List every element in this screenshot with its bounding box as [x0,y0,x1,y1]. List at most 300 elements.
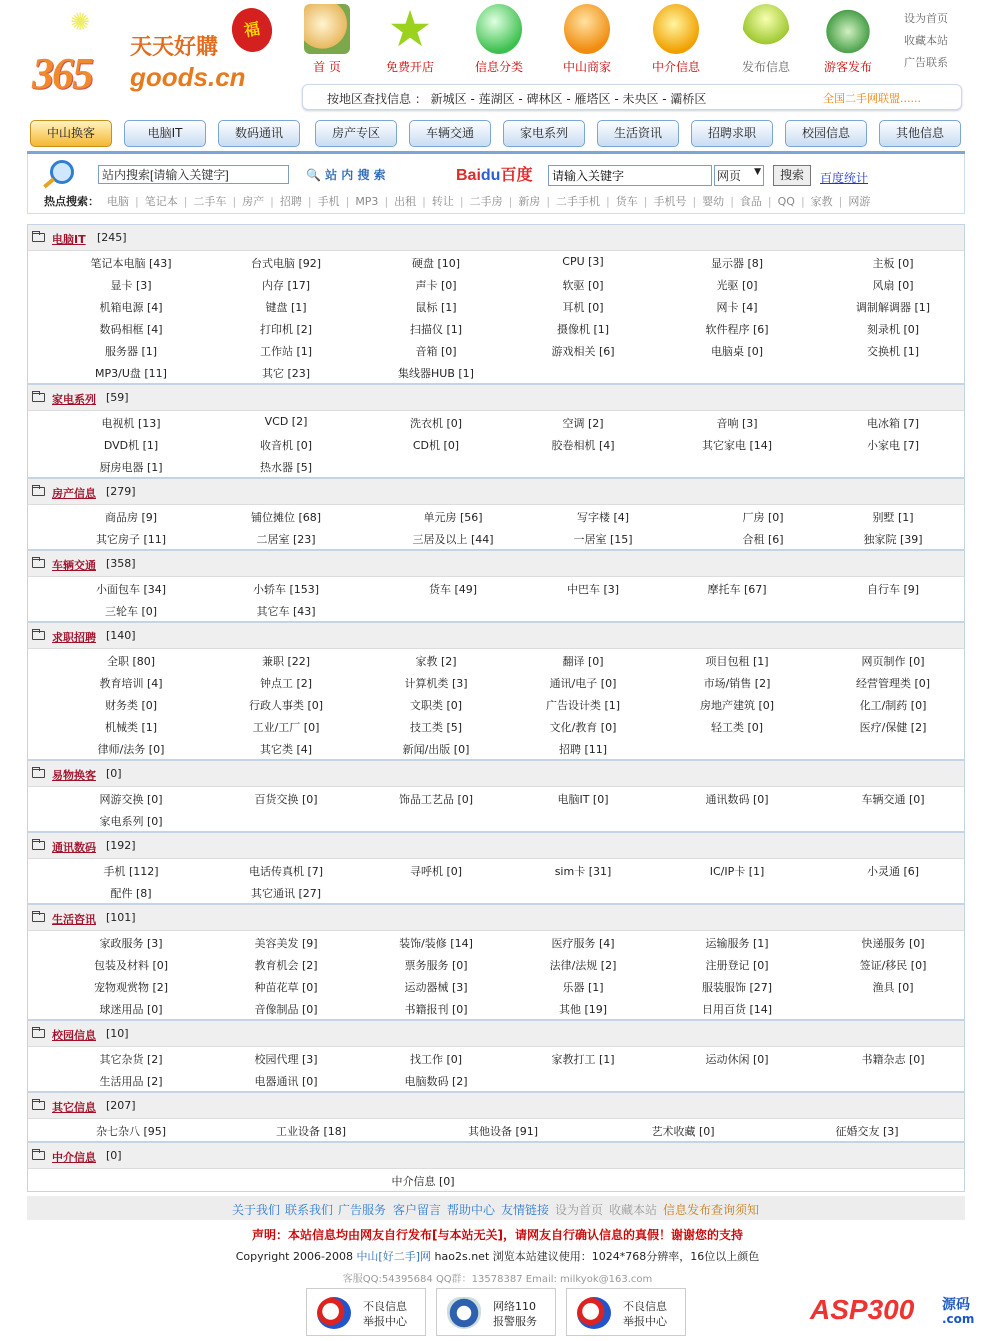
category-item[interactable]: 厨房电器 [1] [99,461,163,474]
logo-domain: goods.cn [130,62,246,92]
footer-link-notice[interactable]: 信息发布查询须知 [663,1203,760,1217]
hot-keyword[interactable]: 招聘 [279,195,302,208]
category-header [28,623,964,649]
declaration: 声明：本站信息均由网友自行发布[与本站无关]，请网友自行确认信息的真假！谢谢您的支持 [252,1228,743,1242]
category-item[interactable]: 电话传真机 [7] [248,865,324,878]
hot-keyword[interactable]: QQ [777,195,795,208]
category-item[interactable]: 种苗花草 [0] [254,981,318,994]
footer-link-help[interactable]: 帮助中心 [447,1203,496,1217]
category-item[interactable]: 钟点工 [2] [259,677,313,690]
category-header [28,385,964,411]
category-item[interactable]: 翻译 [0] [562,655,604,668]
category-title[interactable]: 校园信息 [52,1029,96,1042]
category-item[interactable]: 小家电 [7] [866,439,920,452]
nav-merchants[interactable] [552,4,622,75]
nav-label: 发布信息 [741,60,790,74]
magnifier-icon [50,160,74,184]
police-badge[interactable]: 网络110 报警服务 [436,1288,556,1336]
report-badge-2[interactable]: 不良信息 举报中心 [566,1288,686,1336]
folder-icon [32,1029,45,1038]
category-item[interactable]: 项目包租 [1] [705,655,769,668]
category-item[interactable]: CD机 [0] [412,439,460,452]
category-item[interactable]: 技工类 [5] [409,721,463,734]
category-item[interactable]: 新闻/出版 [0] [402,743,470,756]
category-item[interactable]: 数码相框 [4] [99,323,163,336]
category-item[interactable]: sim卡 [31] [554,865,612,878]
hot-keyword[interactable]: 二手房 [469,195,503,208]
category-item[interactable]: 生活用品 [2] [99,1075,163,1088]
category-item[interactable]: DVD机 [1] [103,439,159,452]
category-count: [192] [106,839,136,852]
category-item[interactable]: 独家院 [39] [863,533,923,546]
category-item[interactable]: 通讯数码 [0] [705,793,769,806]
site-search-input[interactable] [98,165,289,184]
category-item[interactable]: 日用百货 [14] [701,1003,773,1016]
separator: | [422,195,426,208]
category-item[interactable]: 文化/教育 [0] [549,721,617,734]
category-item[interactable]: 小面包车 [34] [95,583,167,596]
hot-keyword[interactable]: 新房 [518,195,541,208]
separator: | [135,195,139,208]
category-count: [279] [106,485,136,498]
category-item[interactable]: 注册登记 [0] [705,959,769,972]
category-item[interactable]: 小灵通 [6] [866,865,920,878]
hot-keyword[interactable]: 笔记本 [144,195,178,208]
category-item[interactable]: 风扇 [0] [872,279,914,292]
tab-life[interactable]: 生活资讯 [597,120,679,147]
category-item[interactable]: 家政服务 [3] [99,937,163,950]
category-item[interactable]: 运动器械 [3] [404,981,468,994]
category-item[interactable]: 摩托车 [67] [707,583,767,596]
category-item[interactable]: 鼠标 [1] [415,301,457,314]
category-item[interactable]: 二居室 [23] [256,533,316,546]
category-item[interactable]: 调制解调器 [1] [855,301,931,314]
report-icon [317,1297,351,1329]
nav-home[interactable] [292,4,362,75]
nav-agency[interactable] [641,4,711,75]
category-item[interactable]: 经营管理类 [0] [855,677,931,690]
category-item[interactable]: 摄像机 [1] [556,323,610,336]
category-item[interactable]: 装饰/装修 [14] [399,937,473,950]
footer-links [27,1196,965,1220]
hot-keyword[interactable]: 二手手机 [556,195,601,208]
nav-label: 信息分类 [474,60,523,74]
hot-keyword[interactable]: 手机 [317,195,340,208]
separator: | [183,195,188,208]
category-item[interactable]: 校园代理 [3] [254,1053,318,1066]
site-search-button[interactable]: 🔍 站 内 搜 索 [306,168,386,182]
separator: | [692,195,697,208]
hot-search-label: 热点搜索： [44,195,99,208]
category-title[interactable]: 求职招聘 [52,631,96,644]
folder-icon [32,487,45,496]
category-item[interactable]: 键盘 [1] [265,301,307,314]
hot-keyword[interactable]: 家教 [810,195,833,208]
search-panel [27,154,965,214]
category-item[interactable]: 家教 [2] [415,655,457,668]
baidu-search-input[interactable] [548,165,712,186]
category-header [28,1021,964,1047]
category-item[interactable]: 行政人事类 [0] [248,699,324,712]
category-item[interactable]: 工业设备 [18] [275,1125,347,1138]
category-header [28,551,964,577]
separator: | [838,195,843,208]
baidu-stats-link[interactable]: 百度统计 [820,171,869,185]
category-count: [207] [106,1099,136,1112]
lantern-icon: 福 [228,5,275,55]
category-title[interactable]: 其它信息 [52,1101,96,1114]
category-item[interactable]: 计算机类 [3] [404,677,468,690]
hot-keyword[interactable]: 货车 [615,195,638,208]
category-item[interactable]: 其它车 [43] [256,605,316,618]
category-count: [101] [106,911,136,924]
separator: | [800,195,805,208]
separator: | [307,195,312,208]
category-item[interactable]: 一居室 [15] [573,533,633,546]
hot-keyword[interactable]: 婴幼 [702,195,725,208]
separator: | [730,195,734,208]
tab-appliances[interactable]: 家电系列 [503,120,585,147]
category-item[interactable]: 合租 [6] [742,533,784,546]
folder-icon [32,559,45,568]
separator: | [606,195,610,208]
tab-campus[interactable]: 校园信息 [785,120,867,147]
area-search-bar [302,84,962,110]
category-item[interactable]: 集线器HUB [1] [398,367,474,380]
category-item[interactable]: 工业/工厂 [0] [252,721,320,734]
ad-contact-link[interactable]: 广告联系 [904,56,948,69]
baidu-type-select[interactable]: 网页 ▼ [714,165,764,186]
tab-property[interactable]: 房产专区 [315,120,397,147]
category-item[interactable]: MP3/U盘 [11] [95,367,167,380]
category-item[interactable]: 显示器 [8] [710,257,764,270]
hot-keyword[interactable]: 食品 [739,195,762,208]
category-item[interactable]: 票务服务 [0] [404,959,468,972]
asp300-logo[interactable]: ASP300 源码 .com [810,1294,975,1326]
category-item[interactable]: 热水器 [5] [259,461,313,474]
category-item[interactable]: 硬盘 [10] [411,257,461,270]
category-item[interactable]: 其他设备 [91] [467,1125,539,1138]
category-item[interactable]: 小轿车 [153] [252,583,320,596]
category-item[interactable]: 胶卷相机 [4] [551,439,615,452]
fish-icon [653,4,699,54]
bookmark-link[interactable]: 收藏本站 [904,34,948,47]
category-item[interactable]: 电视机 [13] [101,417,161,430]
category-item[interactable]: 通讯/电子 [0] [549,677,617,690]
category-item[interactable]: 别墅 [1] [872,511,914,524]
category-title[interactable]: 中介信息 [52,1151,96,1164]
category-item[interactable]: 中介信息 [0] [391,1175,455,1188]
set-homepage-link[interactable]: 设为首页 [904,12,948,25]
category-title[interactable]: 通讯数码 [52,841,96,854]
category-item[interactable]: 全职 [80] [106,655,156,668]
category-count: [59] [106,391,129,404]
category-item[interactable]: 显卡 [3] [110,279,152,292]
copyright: Copyright 2006-2008 中山[好二手]网 hao2s.net 浏览本站建议使用：1024*768分辨率，16位以上颜色 [235,1250,760,1263]
category-item[interactable]: 铺位摊位 [68] [250,511,322,524]
category-item[interactable]: 车辆交通 [0] [861,793,925,806]
category-item[interactable]: 找工作 [0] [409,1053,463,1066]
nav-label: 中介信息 [651,60,700,74]
category-item[interactable]: 机械类 [1] [104,721,158,734]
category-item[interactable]: 货车 [49] [428,583,478,596]
hot-keyword[interactable]: 网游 [848,195,871,208]
nav-label: 游客发布 [823,60,872,74]
category-item[interactable]: 书籍杂志 [0] [861,1053,925,1066]
category-item[interactable]: 单元房 [56] [423,511,483,524]
separator: | [459,195,464,208]
category-item[interactable]: 快递服务 [0] [861,937,925,950]
category-item[interactable]: 刻录机 [0] [866,323,920,336]
category-count: [358] [106,557,136,570]
category-item[interactable]: 寻呼机 [0] [409,865,463,878]
category-item[interactable]: 软件程序 [6] [705,323,769,336]
category-item[interactable]: 耳机 [0] [562,301,604,314]
category-item[interactable]: 房地产建筑 [0] [699,699,775,712]
category-item[interactable]: 法律/法规 [2] [549,959,617,972]
category-count: [245] [97,231,127,244]
category-item[interactable]: 厂房 [0] [742,511,784,524]
brush-icon [825,4,871,54]
category-item[interactable]: 台式电脑 [92] [250,257,322,270]
category-item[interactable]: 其它房子 [11] [95,533,167,546]
category-item[interactable]: IC/IP卡 [1] [709,865,765,878]
nav-label: 免费开店 [385,60,434,74]
folder-icon [32,233,45,242]
category-item[interactable]: 艺术收藏 [0] [651,1125,715,1138]
footer-link-about[interactable]: 关于我们 [232,1203,281,1217]
footer-link-ads[interactable]: 广告服务 [338,1203,387,1217]
chevron-down-icon: ▼ [754,167,761,177]
nav-categories[interactable] [464,4,534,75]
category-header [28,761,964,787]
category-item[interactable]: 机箱电源 [4] [99,301,163,314]
service-contact: 客服QQ:54395684 QQ群：13578387 Email: milkyok@163.com [342,1274,653,1285]
hot-keyword[interactable]: 转让 [431,195,454,208]
category-count: [140] [106,629,136,642]
category-title[interactable]: 电脑IT [52,233,86,246]
category-item[interactable]: 光驱 [0] [716,279,758,292]
category-item[interactable]: 音像制品 [0] [254,1003,318,1016]
folder-icon [32,1151,45,1160]
category-item[interactable]: 声卡 [0] [415,279,457,292]
footer-link-messages[interactable]: 客户留言 [393,1203,442,1217]
category-item[interactable]: 化工/制药 [0] [859,699,927,712]
category-item[interactable]: 写字楼 [4] [576,511,630,524]
folder-icon [32,913,45,922]
category-item[interactable]: 饰品工艺品 [0] [398,793,474,806]
category-header [28,225,964,251]
category-tabs [30,120,964,150]
category-item[interactable]: 其它 [23] [261,367,311,380]
category-item[interactable]: 其它通讯 [27] [250,887,322,900]
tab-vehicles[interactable]: 车辆交通 [409,120,491,147]
footer-link-bookmark[interactable]: 收藏本站 [609,1203,658,1217]
category-item[interactable]: 三轮车 [0] [104,605,158,618]
hot-keyword[interactable]: 出租 [394,195,417,208]
tab-computer[interactable]: 电脑IT [124,120,206,147]
hot-keyword[interactable]: 房产 [242,195,265,208]
category-item[interactable]: 百货交换 [0] [254,793,318,806]
footer-link-contact[interactable]: 联系我们 [285,1203,334,1217]
folder-icon [32,769,45,778]
category-item[interactable]: 笔记本电脑 [43] [90,257,172,270]
category-item[interactable]: 网页制作 [0] [861,655,925,668]
category-item[interactable]: 家电系列 [0] [99,815,163,828]
category-title[interactable]: 房产信息 [52,487,96,500]
category-item[interactable]: 医疗服务 [4] [551,937,615,950]
category-item[interactable]: 医疗/保健 [2] [859,721,927,734]
document-icon [476,4,522,54]
category-item[interactable]: 内存 [17] [261,279,311,292]
category-header [28,833,964,859]
category-header [28,1143,964,1169]
category-item[interactable]: VCD [2] [264,415,308,428]
category-item[interactable]: 工作站 [1] [259,345,313,358]
category-title[interactable]: 车辆交通 [52,559,96,572]
category-item[interactable]: 电脑桌 [0] [710,345,764,358]
category-item[interactable]: 文职类 [0] [409,699,463,712]
category-item[interactable]: CPU [3] [562,255,604,268]
separator: | [767,195,772,208]
category-title[interactable]: 生活咨讯 [52,913,96,926]
house-icon [304,4,350,54]
category-item[interactable]: 洗衣机 [0] [409,417,463,430]
site-name-link[interactable]: 中山[好二手]网 [356,1250,432,1263]
category-item[interactable]: 电脑数码 [2] [404,1075,468,1088]
category-item[interactable]: 渔具 [0] [872,981,914,994]
category-item[interactable]: 电器通讯 [0] [254,1075,318,1088]
category-item[interactable]: 服务器 [1] [104,345,158,358]
site-logo[interactable] [30,8,270,98]
users-icon [564,4,610,54]
category-item[interactable]: 手机 [112] [103,865,159,878]
category-item[interactable]: 电冰箱 [7] [866,417,920,430]
nav-free-shop[interactable] [375,0,445,75]
category-item[interactable]: 宠物观赏物 [2] [93,981,169,994]
category-item[interactable]: 空调 [2] [562,417,604,430]
tab-digital[interactable]: 数码通讯 [218,120,300,147]
category-item[interactable]: 杂七杂八 [95] [95,1125,167,1138]
category-header [28,479,964,505]
category-item[interactable]: 交换机 [1] [866,345,920,358]
folder-icon [32,631,45,640]
category-item[interactable]: 音箱 [0] [415,345,457,358]
category-item[interactable]: 球迷用品 [0] [99,1003,163,1016]
hot-keyword[interactable]: 二手车 [193,195,227,208]
category-item[interactable]: 商品房 [9] [104,511,158,524]
star-icon: ★ [387,0,433,58]
nav-label: 首 页 [313,60,341,74]
category-item[interactable]: 收音机 [0] [259,439,313,452]
category-item[interactable]: 游戏相关 [6] [551,345,615,358]
nav-guest-post[interactable] [813,4,883,75]
category-item[interactable]: 音响 [3] [716,417,758,430]
baidu-search-button[interactable]: 搜索 [773,165,811,186]
tab-other[interactable]: 其他信息 [879,120,961,147]
category-item[interactable]: 广告设计类 [1] [545,699,621,712]
category-header [28,905,964,931]
category-item[interactable]: 主板 [0] [872,257,914,270]
footer-link-friends[interactable]: 友情链接 [501,1203,550,1217]
tab-jobs[interactable]: 招聘求职 [691,120,773,147]
tab-zhongshan-exchange[interactable]: 中山换客 [30,120,112,147]
category-item[interactable]: 招聘 [11] [558,743,608,756]
hot-keyword[interactable]: 电脑 [107,195,129,208]
category-item[interactable]: 家教打工 [1] [551,1053,615,1066]
report-badge-1[interactable]: 不良信息 举报中心 [306,1288,426,1336]
category-item[interactable]: 三居及以上 [44] [412,533,494,546]
category-item[interactable]: 扫描仪 [1] [409,323,463,336]
logo-number: 365 [32,49,92,98]
category-item[interactable]: 中巴车 [3] [566,583,620,596]
category-title[interactable]: 家电系列 [52,393,96,406]
separator: | [270,195,274,208]
category-item[interactable]: 乐器 [1] [562,981,604,994]
separator: | [345,195,350,208]
category-item[interactable]: 配件 [8] [110,887,152,900]
separator: | [508,195,513,208]
category-item[interactable]: 教育机会 [2] [254,959,318,972]
category-item[interactable]: 打印机 [2] [259,323,313,336]
category-item[interactable]: 运输服务 [1] [705,937,769,950]
separator: | [232,195,237,208]
person-icon [743,4,789,54]
shield-icon [447,1297,481,1329]
category-item[interactable]: 律师/法务 [0] [97,743,165,756]
category-item[interactable]: 运动休闲 [0] [705,1053,769,1066]
report-icon [577,1297,611,1329]
category-item[interactable]: 轻工类 [0] [710,721,764,734]
hot-search [44,193,870,209]
footer-link-homepage[interactable]: 设为首页 [555,1203,604,1217]
category-item[interactable]: 网游交换 [0] [99,793,163,806]
category-header [28,1093,964,1119]
category-item[interactable]: 书籍报刊 [0] [404,1003,468,1016]
category-item[interactable]: 财务类 [0] [104,699,158,712]
category-item[interactable]: 教育培训 [4] [99,677,163,690]
category-item[interactable]: 其它家电 [14] [701,439,773,452]
union-link[interactable]: 全国二手网联盟...... [823,92,921,105]
category-item[interactable]: 美容美发 [9] [254,937,318,950]
category-item[interactable]: 其它类 [4] [259,743,313,756]
separator: | [546,195,551,208]
category-item[interactable]: 签证/移民 [0] [859,959,927,972]
category-item[interactable]: 软驱 [0] [562,279,604,292]
category-item[interactable]: 兼职 [22] [261,655,311,668]
fireworks-icon: ✺ [70,8,91,36]
hot-keyword[interactable]: MP3 [355,195,379,208]
category-item[interactable]: 征婚交友 [3] [835,1125,899,1138]
category-item[interactable]: 包装及材料 [0] [93,959,169,972]
hot-keyword[interactable]: 手机号 [653,195,687,208]
nav-post-info[interactable] [731,4,801,75]
separator: | [384,195,389,208]
category-title[interactable]: 易物换客 [52,769,96,782]
category-item[interactable]: 自行车 [9] [866,583,920,596]
category-item[interactable]: 电脑IT [0] [557,793,609,806]
category-count: [0] [106,767,122,780]
category-item[interactable]: 服装服饰 [27] [701,981,773,994]
category-item[interactable]: 市场/销售 [2] [703,677,771,690]
category-item[interactable]: 其它杂货 [2] [99,1053,163,1066]
category-listing [27,224,965,1192]
category-count: [10] [106,1027,129,1040]
nav-label: 中山商家 [562,60,611,74]
category-item[interactable]: 其他 [19] [558,1003,608,1016]
category-item[interactable]: 网卡 [4] [716,301,758,314]
area-links[interactable]: 按地区查找信息 ： 新城区 - 莲湖区 - 碑林区 - 雁塔区 - 未央区 - 灞桥区 [327,92,707,106]
